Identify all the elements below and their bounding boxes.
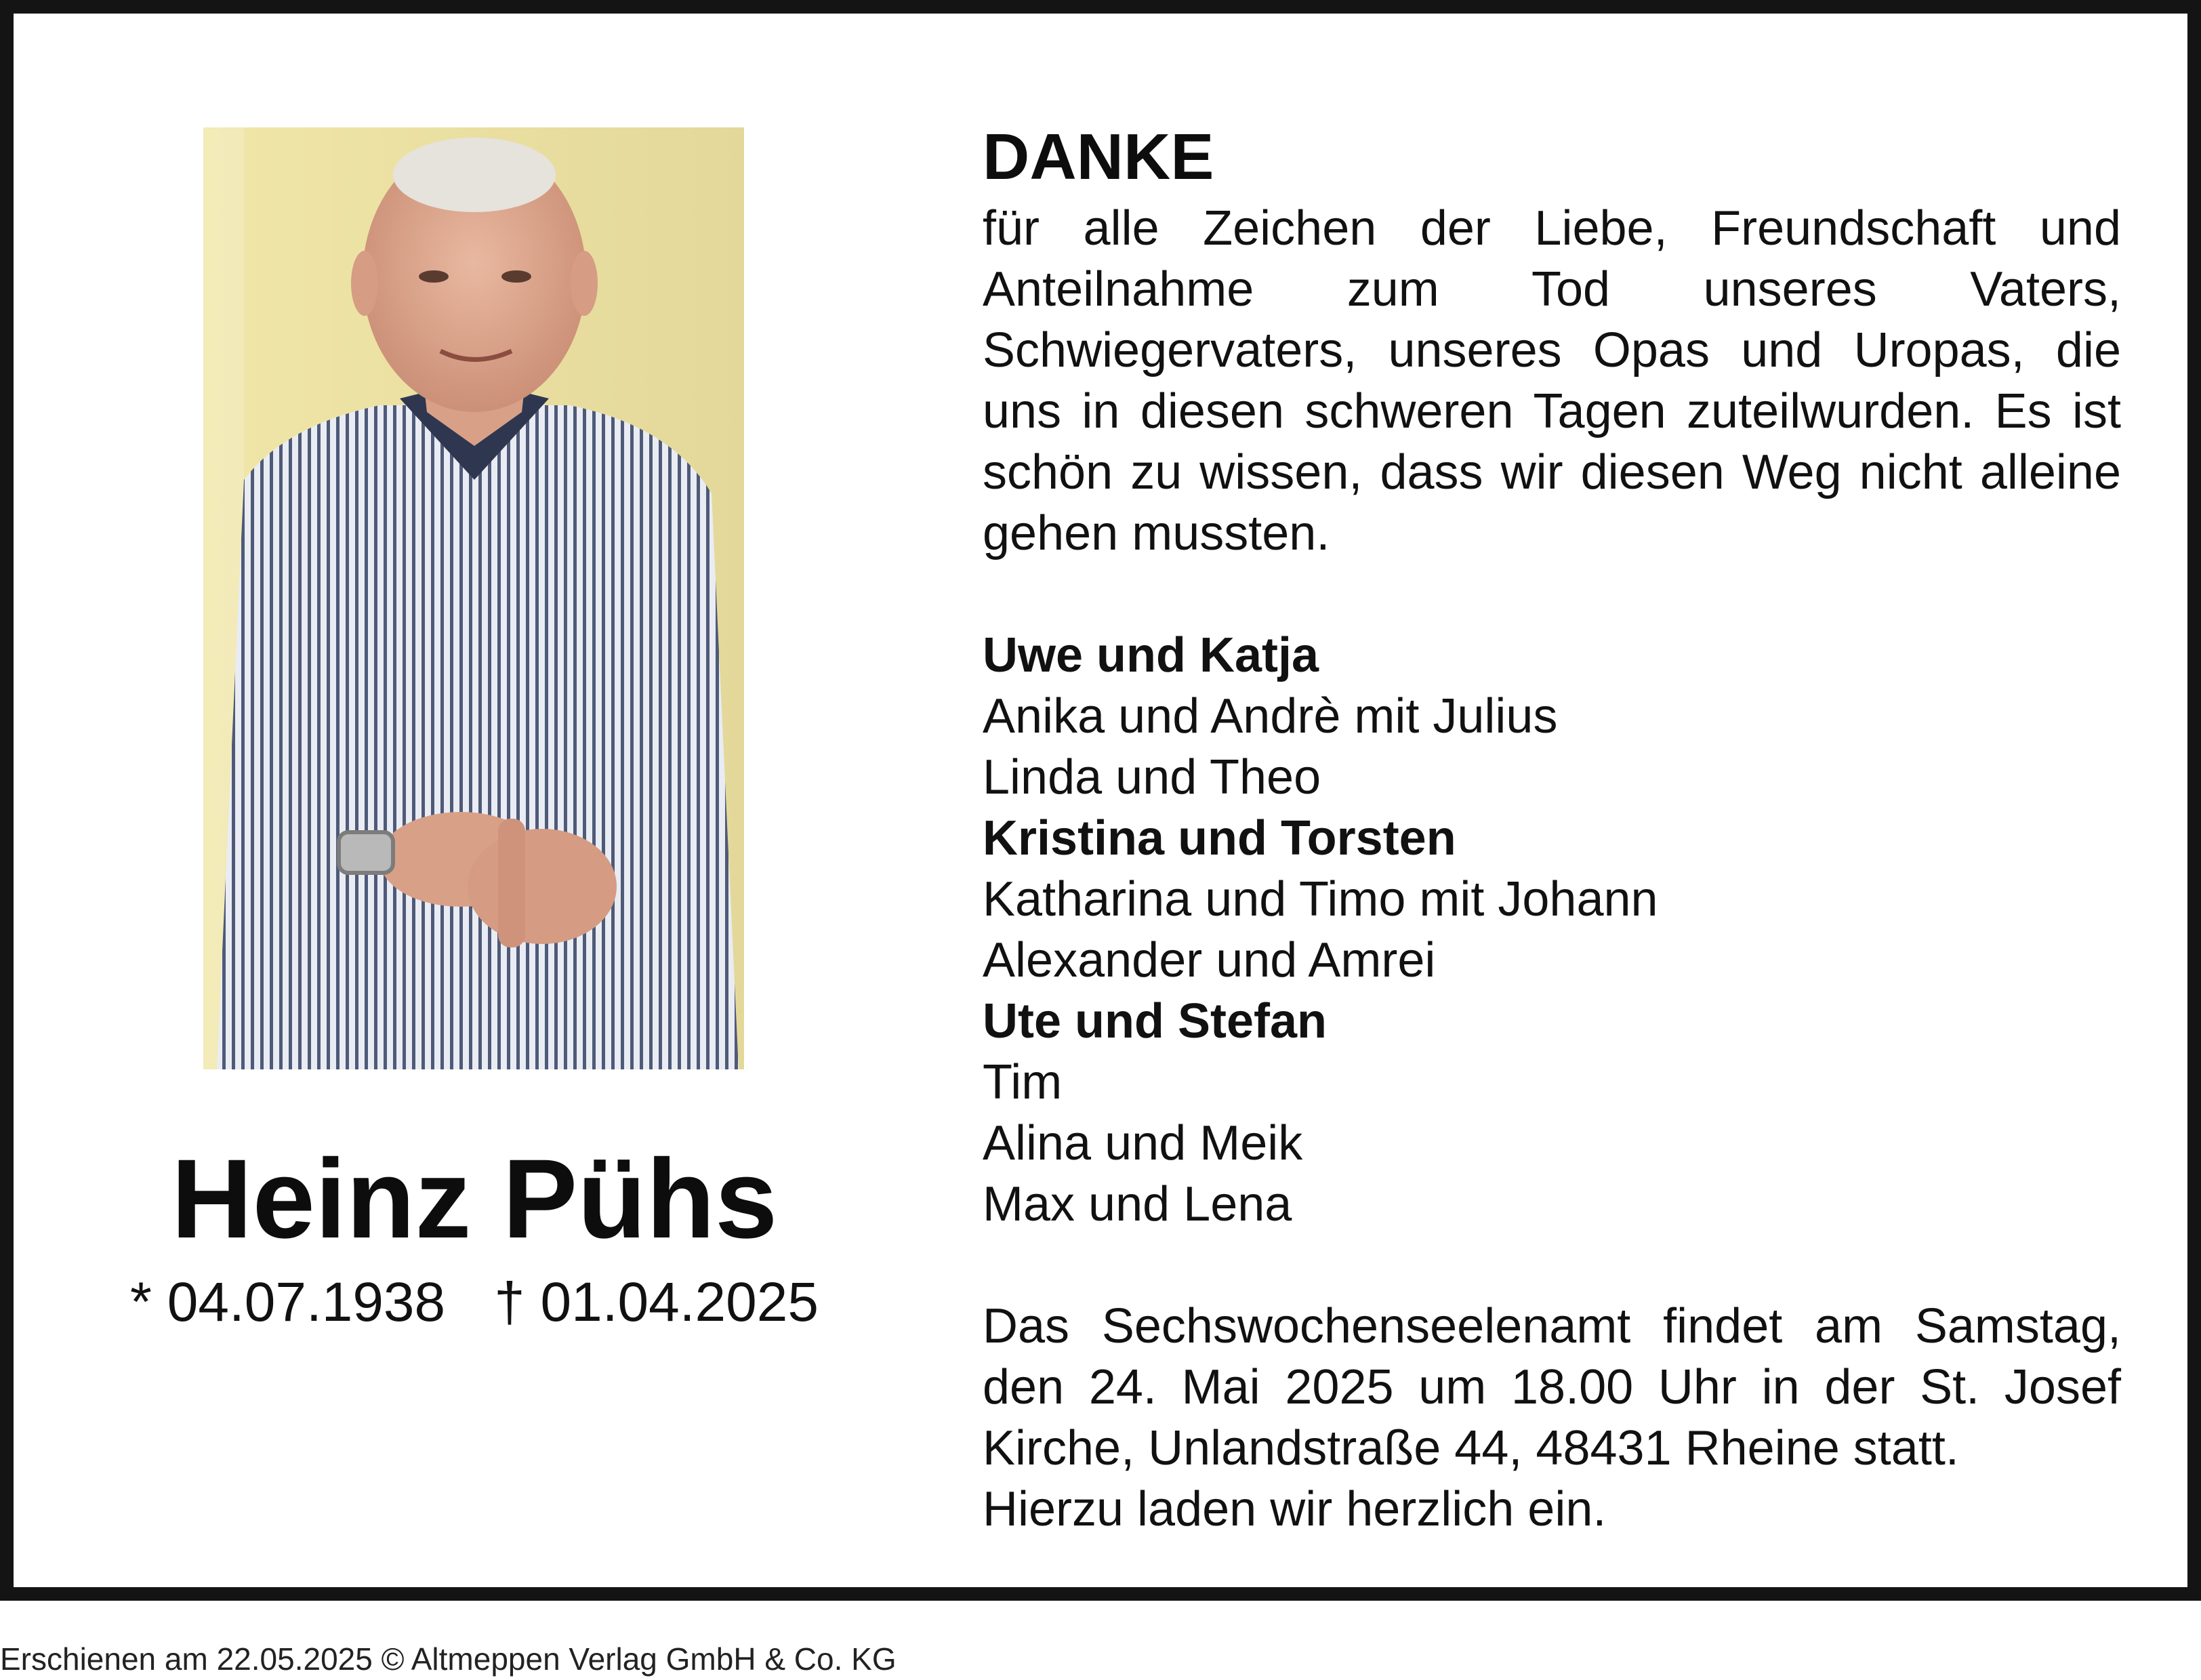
service-announcement [983,1296,2121,1540]
family-list [983,625,2121,1235]
family-line: Max und Lena [983,1177,1292,1231]
family-line: Uwe und Katja [983,628,1319,682]
family-line: Alexander und Amrei [983,933,1436,987]
death-date: † 01.04.2025 [494,1271,819,1333]
family-line: Linda und Theo [983,750,1321,804]
deceased-name: Heinz Pühs [171,1136,778,1262]
family-line: Katharina und Timo mit Johann [983,872,1658,926]
family-line: Tim [983,1055,1063,1109]
thanks-column [983,117,2121,1540]
invitation-line: Hierzu laden wir herzlich ein. [983,1482,1607,1536]
thanks-heading: DANKE [983,121,1214,193]
birth-date: * 04.07.1938 [130,1271,446,1333]
portrait-photo [203,127,744,1069]
family-line: Alina und Meik [983,1116,1303,1170]
family-line: Ute und Stefan [983,994,1328,1048]
thanks-paragraph: für alle Zeichen der Liebe, Freundschaft und Anteilnahme zum Tod unseres Vaters, Schwiegervaters, unseres Opas und Uropas, die uns in diesen schweren Tagen zuteilwurden. Es ist schön zu wissen, dass wir diesen Weg nicht alleine gehen mussten. [983,201,2121,560]
service-details: Das Sechswochenseelenamt findet am Samstag, den 24. Mai 2025 um 18.00 Uhr in der St. Josef Kirche, Unlandstraße 44, 48431 Rheine statt. [983,1299,2121,1475]
family-line: Anika und Andrè mit Julius [983,689,1558,743]
family-line: Kristina und Torsten [983,811,1456,865]
publication-credit: Erschienen am 22.05.2025 © Altmeppen Verlag GmbH & Co. KG [0,1641,897,1677]
life-dates [14,1269,935,1336]
